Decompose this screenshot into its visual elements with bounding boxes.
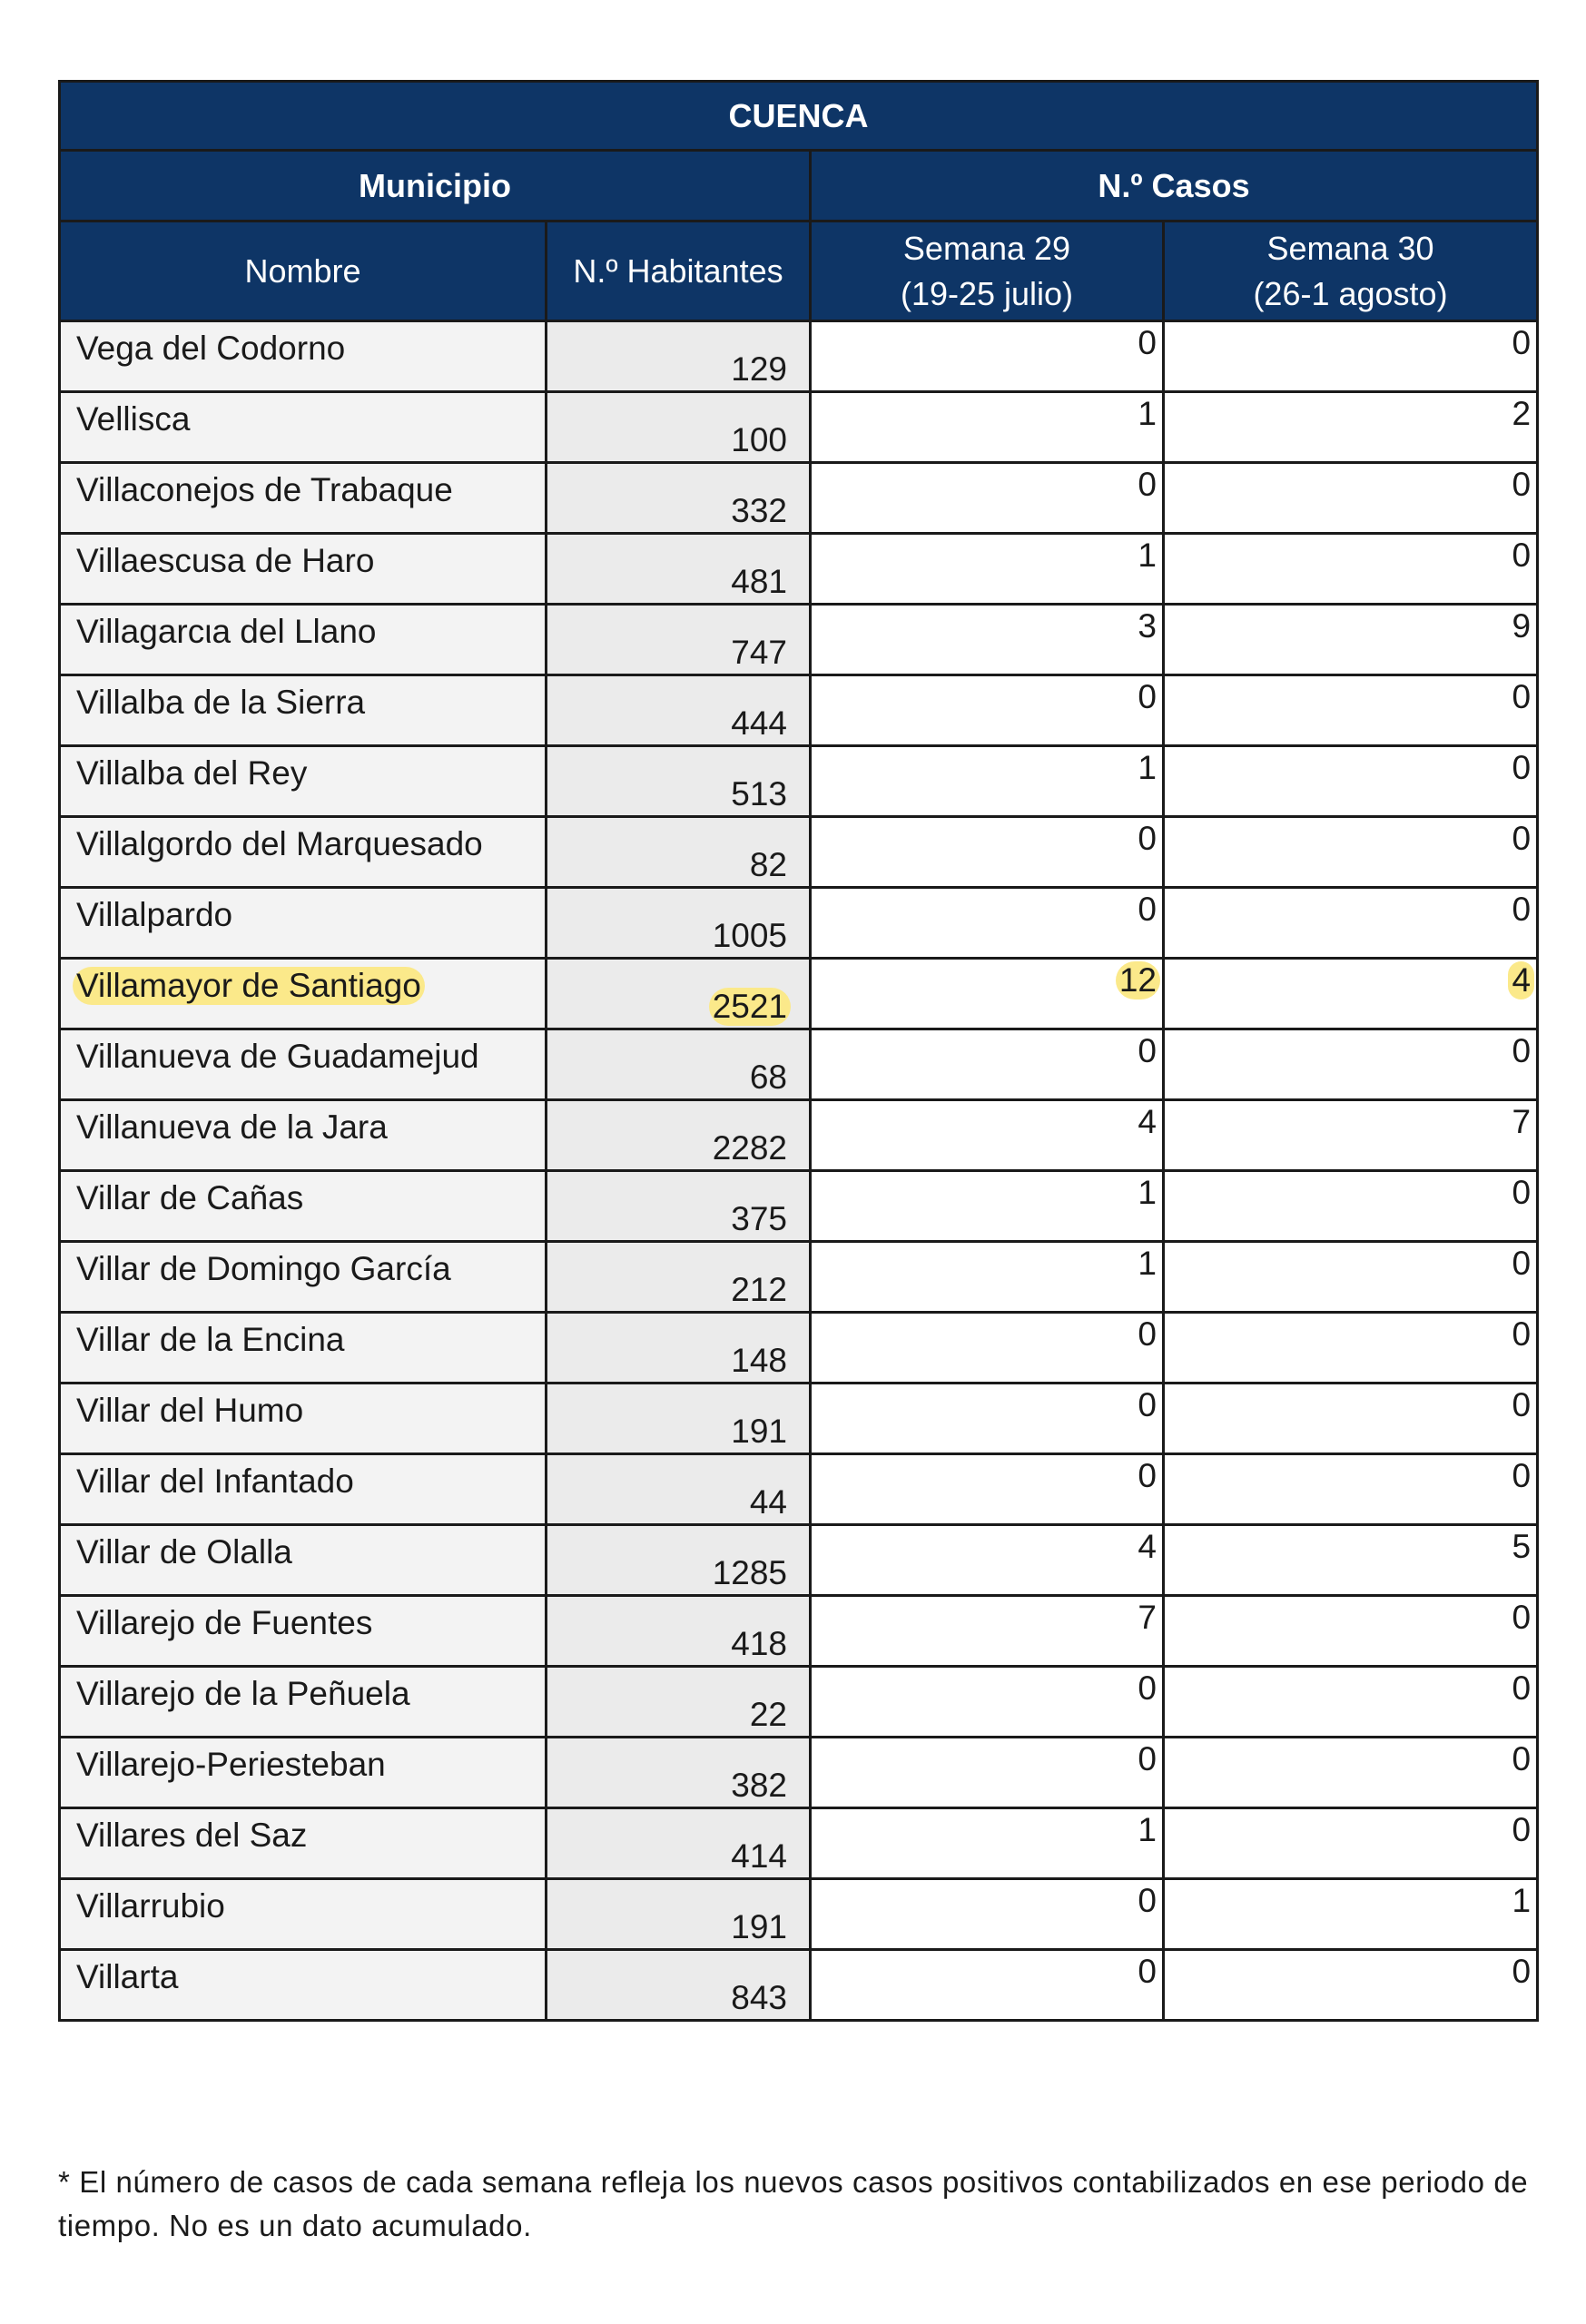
semana30-cases: 0 [1512, 678, 1532, 715]
table-row [60, 746, 1538, 817]
municipio-name: Villaconejos de Trabaque [76, 471, 453, 508]
habitantes-value: 513 [731, 775, 787, 812]
cases-table [58, 80, 1539, 2022]
habitantes-value: 843 [731, 1979, 787, 2016]
semana30-cases: 0 [1512, 1599, 1532, 1636]
habitantes-value-cell [547, 1525, 811, 1596]
semana30-cases-cell [1164, 321, 1538, 392]
habitantes-value-cell [547, 1100, 811, 1171]
semana30-cases: 0 [1512, 537, 1532, 574]
table-body [60, 321, 1538, 2021]
table-title: CUENCA [60, 82, 1538, 151]
semana30-cases: 0 [1512, 1740, 1532, 1777]
semana30-cases-cell [1164, 1313, 1538, 1384]
semana29-cases: 0 [1138, 1457, 1157, 1494]
municipio-name-cell [60, 1525, 547, 1596]
habitantes-value-cell [547, 605, 811, 675]
habitantes-value-cell [547, 321, 811, 392]
municipio-name: Villar del Humo [76, 1392, 304, 1429]
table-row [60, 817, 1538, 888]
habitantes-value-cell [547, 1596, 811, 1667]
semana29-cases-cell [811, 1029, 1164, 1100]
table-row [60, 392, 1538, 463]
municipio-name: Villalpardo [76, 896, 233, 933]
table-row [60, 1242, 1538, 1313]
table-row [60, 1950, 1538, 2021]
habitantes-value: 747 [731, 634, 787, 671]
municipio-name: Villaescusa de Haro [76, 542, 375, 579]
habitantes-value: 2282 [712, 1129, 787, 1167]
semana29-cases: 0 [1138, 820, 1157, 857]
municipio-name-cell [60, 1454, 547, 1525]
semana30-cases-cell [1164, 392, 1538, 463]
semana30-cases: 0 [1512, 1457, 1532, 1494]
semana29-cases: 1 [1138, 1811, 1157, 1848]
habitantes-value-cell [547, 959, 811, 1029]
habitantes-value: 129 [731, 350, 787, 388]
table-row [60, 321, 1538, 392]
semana30-cases-cell [1164, 675, 1538, 746]
semana29-cases: 0 [1138, 1953, 1157, 1990]
semana29-cases-cell [811, 1879, 1164, 1950]
table-row [60, 605, 1538, 675]
municipio-name: Villarejo-Periesteban [76, 1746, 386, 1783]
habitantes-value: 2521 [709, 988, 791, 1026]
municipio-name: Villalba de la Sierra [76, 684, 366, 721]
habitantes-value-cell [547, 392, 811, 463]
habitantes-value: 148 [731, 1342, 787, 1379]
habitantes-value: 68 [749, 1059, 787, 1096]
semana30-cases-cell [1164, 888, 1538, 959]
group-header-casos: N.º Casos [811, 151, 1538, 222]
habitantes-value: 191 [731, 1908, 787, 1945]
table-row [60, 534, 1538, 605]
municipio-name-cell [60, 1313, 547, 1384]
municipio-name-cell [60, 463, 547, 534]
semana29-cases: 1 [1138, 1174, 1157, 1211]
column-header-nombre: Nombre [60, 222, 547, 321]
habitantes-value: 382 [731, 1767, 787, 1804]
municipio-name-cell [60, 1738, 547, 1808]
semana30-cases: 0 [1512, 1953, 1532, 1990]
habitantes-value-cell [547, 1738, 811, 1808]
semana29-cases-cell [811, 1738, 1164, 1808]
semana30-cases: 0 [1512, 1245, 1532, 1282]
semana30-cases: 0 [1512, 1386, 1532, 1423]
semana29-cases-cell [811, 392, 1164, 463]
semana29-cases: 0 [1138, 1386, 1157, 1423]
habitantes-value: 375 [731, 1200, 787, 1237]
municipio-name: Villares del Saz [76, 1817, 308, 1854]
semana30-cases-cell [1164, 1029, 1538, 1100]
semana30-cases-cell [1164, 959, 1538, 1029]
habitantes-value: 332 [731, 492, 787, 529]
semana30-cases-cell [1164, 1171, 1538, 1242]
municipio-name: Villar de la Encina [76, 1321, 345, 1358]
habitantes-value: 44 [749, 1483, 787, 1521]
habitantes-value: 444 [731, 704, 787, 742]
municipio-name-cell [60, 1029, 547, 1100]
habitantes-value-cell [547, 1667, 811, 1738]
habitantes-value-cell [547, 1454, 811, 1525]
table-row [60, 888, 1538, 959]
semana30-cases: 0 [1512, 1032, 1532, 1069]
municipio-name-cell [60, 1384, 547, 1454]
municipio-name-cell [60, 817, 547, 888]
habitantes-value-cell [547, 1171, 811, 1242]
municipio-name: Villarejo de Fuentes [76, 1604, 373, 1641]
municipio-name-cell [60, 1100, 547, 1171]
semana30-cases: 2 [1512, 395, 1532, 432]
semana29-cases: 4 [1138, 1528, 1157, 1565]
municipio-name-cell [60, 746, 547, 817]
semana29-cases-cell [811, 959, 1164, 1029]
column-header-habitantes: N.º Habitantes [547, 222, 811, 321]
municipio-name: Villarrubio [76, 1887, 225, 1925]
semana29-cases: 0 [1138, 466, 1157, 503]
habitantes-value-cell [547, 888, 811, 959]
municipio-name-cell [60, 1950, 547, 2021]
semana29-cases-cell [811, 1242, 1164, 1313]
municipio-name-cell [60, 605, 547, 675]
semana29-cases-cell [811, 605, 1164, 675]
footnote: * El número de casos de cada semana refleja los nuevos casos positivos contabilizados en ese periodo de tiempo. No es un dato acumulado. [58, 2165, 1529, 2242]
semana30-cases: 0 [1512, 1315, 1532, 1353]
habitantes-value-cell [547, 1313, 811, 1384]
semana29-cases: 3 [1138, 607, 1157, 645]
column-header-semana30 [1164, 222, 1538, 321]
semana30-cases: 5 [1512, 1528, 1532, 1565]
municipio-name: Villar de Domingo García [76, 1250, 451, 1287]
table-row [60, 1879, 1538, 1950]
municipio-name-cell [60, 675, 547, 746]
semana30-cases-cell [1164, 605, 1538, 675]
municipio-name-cell [60, 1171, 547, 1242]
semana29-label: Semana 29 [902, 229, 1071, 267]
habitantes-value-cell [547, 1029, 811, 1100]
group-header-municipio: Municipio [60, 151, 811, 222]
semana29-cases: 7 [1138, 1599, 1157, 1636]
semana29-cases: 0 [1138, 1882, 1157, 1919]
semana29-cases-cell [811, 1950, 1164, 2021]
table-row [60, 1384, 1538, 1454]
habitantes-value-cell [547, 534, 811, 605]
semana30-cases: 1 [1512, 1882, 1532, 1919]
table-row [60, 1029, 1538, 1100]
semana29-cases-cell [811, 1454, 1164, 1525]
semana30-label: Semana 30 [1266, 229, 1434, 267]
habitantes-value: 22 [749, 1696, 787, 1733]
municipio-name: Vellisca [76, 400, 191, 438]
habitantes-value: 418 [731, 1625, 787, 1662]
habitantes-value: 1005 [712, 917, 787, 954]
semana30-cases-cell [1164, 1950, 1538, 2021]
habitantes-value: 1285 [712, 1554, 787, 1591]
semana29-dates: (19-25 julio) [900, 274, 1074, 312]
habitantes-value: 212 [731, 1271, 787, 1308]
table-row [60, 463, 1538, 534]
semana29-cases-cell [811, 1525, 1164, 1596]
municipio-name-cell [60, 1879, 547, 1950]
table-row [60, 959, 1538, 1029]
cases-table-container [58, 80, 1536, 2022]
semana30-cases: 0 [1512, 749, 1532, 786]
habitantes-value: 191 [731, 1413, 787, 1450]
municipio-name: Villamayor de Santiago [73, 967, 425, 1005]
semana29-cases-cell [811, 463, 1164, 534]
municipio-name-cell [60, 534, 547, 605]
table-row [60, 675, 1538, 746]
semana29-cases: 1 [1138, 749, 1157, 786]
semana30-cases: 7 [1512, 1103, 1532, 1140]
table-row [60, 1596, 1538, 1667]
semana29-cases-cell [811, 675, 1164, 746]
semana29-cases: 0 [1138, 1669, 1157, 1707]
semana30-cases: 0 [1512, 1174, 1532, 1211]
habitantes-value-cell [547, 1808, 811, 1879]
habitantes-value-cell [547, 463, 811, 534]
semana29-cases: 0 [1138, 891, 1157, 928]
semana29-cases-cell [811, 1596, 1164, 1667]
municipio-name-cell [60, 392, 547, 463]
municipio-name: Villalgordo del Marquesado [76, 825, 483, 862]
semana30-cases-cell [1164, 534, 1538, 605]
semana30-cases-cell [1164, 1454, 1538, 1525]
semana29-cases-cell [811, 888, 1164, 959]
municipio-name-cell [60, 1808, 547, 1879]
semana30-cases: 0 [1512, 466, 1532, 503]
semana30-cases-cell [1164, 1242, 1538, 1313]
municipio-name-cell [60, 888, 547, 959]
municipio-name: Villar de Cañas [76, 1179, 304, 1216]
semana30-cases: 0 [1512, 324, 1532, 361]
semana30-cases-cell [1164, 463, 1538, 534]
municipio-name: Villagarcιa del Llano [76, 613, 377, 650]
semana29-cases-cell [811, 746, 1164, 817]
semana30-cases: 0 [1512, 891, 1532, 928]
semana30-cases: 0 [1512, 820, 1532, 857]
municipio-name-cell [60, 1242, 547, 1313]
semana29-cases: 1 [1138, 395, 1157, 432]
habitantes-value-cell [547, 1242, 811, 1313]
semana30-cases-cell [1164, 817, 1538, 888]
semana30-cases: 0 [1512, 1669, 1532, 1707]
municipio-name-cell [60, 321, 547, 392]
column-header-semana29 [811, 222, 1164, 321]
habitantes-value-cell [547, 1879, 811, 1950]
table-row [60, 1667, 1538, 1738]
semana29-cases: 0 [1138, 324, 1157, 361]
table-row [60, 1100, 1538, 1171]
semana29-cases: 0 [1138, 1740, 1157, 1777]
municipio-name: Villanueva de Guadamejud [76, 1038, 479, 1075]
semana29-cases-cell [811, 1171, 1164, 1242]
municipio-name: Villanueva de la Jara [76, 1108, 388, 1146]
semana29-cases-cell [811, 1100, 1164, 1171]
table-row [60, 1525, 1538, 1596]
table-row [60, 1454, 1538, 1525]
habitantes-value: 414 [731, 1837, 787, 1875]
habitantes-value: 82 [749, 846, 787, 883]
table-row [60, 1808, 1538, 1879]
semana30-cases-cell [1164, 1667, 1538, 1738]
semana29-cases: 1 [1138, 537, 1157, 574]
municipio-name: Vega del Codorno [76, 330, 346, 367]
semana30-dates: (26-1 agosto) [1253, 274, 1448, 312]
semana29-cases: 0 [1138, 678, 1157, 715]
semana29-cases-cell [811, 1384, 1164, 1454]
habitantes-value-cell [547, 675, 811, 746]
semana29-cases-cell [811, 1808, 1164, 1879]
semana29-cases-cell [811, 817, 1164, 888]
municipio-name-cell [60, 1667, 547, 1738]
habitantes-value-cell [547, 1384, 811, 1454]
semana30-cases-cell [1164, 1525, 1538, 1596]
municipio-name: Villar del Infantado [76, 1462, 354, 1500]
habitantes-value: 481 [731, 563, 787, 600]
semana30-cases-cell [1164, 1100, 1538, 1171]
table-row [60, 1313, 1538, 1384]
semana30-cases: 9 [1512, 607, 1532, 645]
municipio-name: Villalba del Rey [76, 754, 308, 792]
semana29-cases: 1 [1138, 1245, 1157, 1282]
semana30-cases-cell [1164, 1808, 1538, 1879]
semana29-cases-cell [811, 321, 1164, 392]
habitantes-value: 100 [731, 421, 787, 458]
municipio-name: Villarta [76, 1958, 179, 1995]
municipio-name-cell [60, 1596, 547, 1667]
semana30-cases: 4 [1508, 961, 1534, 1000]
habitantes-value-cell [547, 1950, 811, 2021]
table-row [60, 1171, 1538, 1242]
semana30-cases-cell [1164, 1738, 1538, 1808]
semana29-cases: 12 [1116, 961, 1160, 1000]
semana29-cases-cell [811, 1313, 1164, 1384]
municipio-name: Villar de Olalla [76, 1533, 292, 1571]
table-row [60, 1738, 1538, 1808]
semana29-cases: 4 [1138, 1103, 1157, 1140]
semana30-cases-cell [1164, 746, 1538, 817]
semana30-cases: 0 [1512, 1811, 1532, 1848]
semana30-cases-cell [1164, 1384, 1538, 1454]
semana29-cases-cell [811, 1667, 1164, 1738]
semana30-cases-cell [1164, 1596, 1538, 1667]
semana30-cases-cell [1164, 1879, 1538, 1950]
semana29-cases: 0 [1138, 1315, 1157, 1353]
municipio-name-cell [60, 959, 547, 1029]
habitantes-value-cell [547, 746, 811, 817]
semana29-cases-cell [811, 534, 1164, 605]
municipio-name: Villarejo de la Peñuela [76, 1675, 410, 1712]
habitantes-value-cell [547, 817, 811, 888]
semana29-cases: 0 [1138, 1032, 1157, 1069]
